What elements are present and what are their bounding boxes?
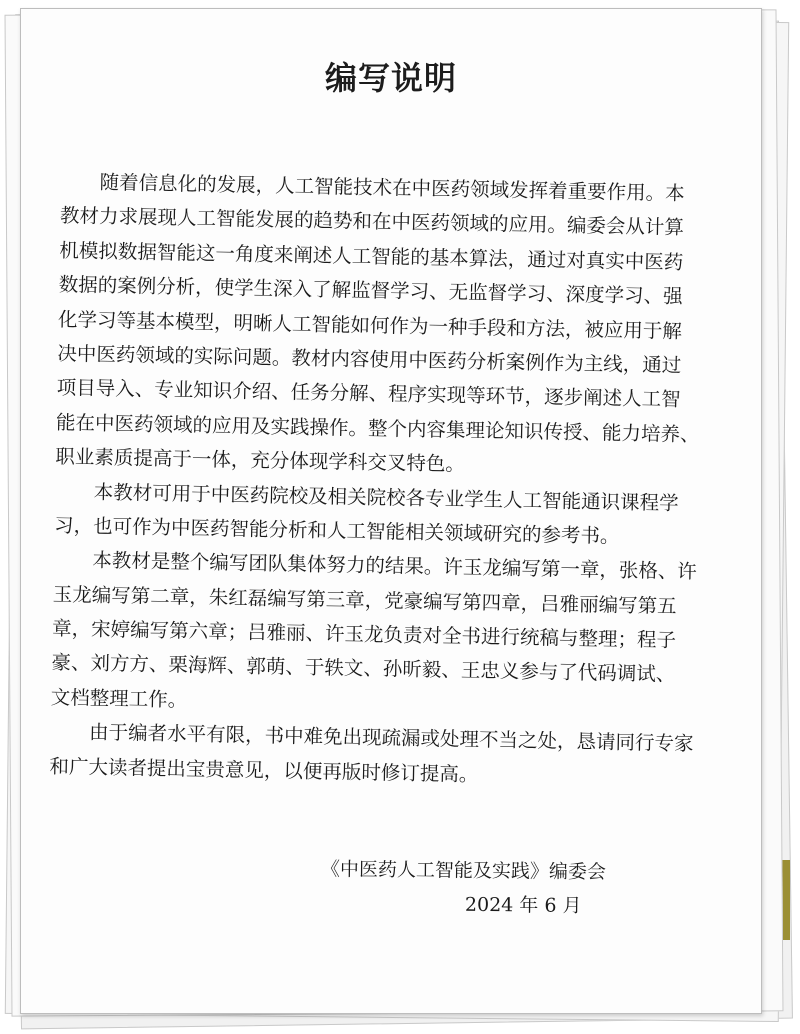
text-line: 本教材可用于中医药院校及相关院校各专业学生人工智能通识课程学 — [54, 479, 679, 515]
text-line: 能在中医药领域的应用及实践操作。整个内容集理论知识传授、能力培养、 — [55, 410, 700, 447]
text-line: 决中医药领域的实际问题。教材内容使用中医药分析案例作为主线，通过 — [57, 341, 682, 377]
text-line: 教材力求展现人工智能发展的趋势和在中医药领域的应用。编委会从计算 — [59, 204, 685, 240]
text-line: 随着信息化的发展，人工智能技术在中医药领域发挥着重要作用。本 — [60, 169, 685, 205]
text-line: 本教材是整个编写团队集体努力的结果。许玉龙编写第一章，张格、许 — [53, 548, 698, 584]
text-line: 由于编者水平有限，书中难免出现疏漏或处理不当之处，恳请同行专家 — [49, 720, 694, 756]
paragraph-3 — [50, 543, 753, 728]
text-line: 化学习等基本模型，明晰人工智能如何作为一种手段和方法，被应用于解 — [57, 307, 683, 343]
text-line: 项目导入、专业知识介绍、任务分解、程序实现等环节，逐步阐述人工智 — [56, 376, 681, 412]
text-line: 习，也可作为中医药智能分析和人工智能相关领域研究的参考书。 — [53, 513, 620, 548]
text-line: 数据的案例分析，使学生深入了解监督学习、无监督学习、深度学习、强 — [58, 273, 683, 309]
text-line: 和广大读者提出宝贵意见，以便再版时修订提高。 — [49, 754, 479, 786]
signature-committee: 《中医药人工智能及实践》编委会 — [320, 858, 607, 884]
text-line: 豪、刘方方、栗海辉、郭萌、于轶文、孙昕毅、王忠义参与了代码调试、 — [51, 651, 676, 687]
body-text — [49, 165, 761, 797]
text-line: 机模拟数据智能这一角度来阐述人工智能的基本算法，通过对真实中医药 — [59, 238, 684, 274]
paragraph-1 — [55, 165, 761, 488]
text-line: 章，宋婷编写第六章；吕雅丽、许玉龙负责对全书进行统稿与整理；程子 — [51, 616, 677, 652]
text-line: 文档整理工作。 — [50, 685, 188, 712]
document-page — [20, 8, 762, 1014]
signature-date: 2024 年 6 月 — [464, 893, 582, 917]
page-title: 编写说明 — [324, 59, 457, 97]
text-line: 玉龙编写第二章，朱红磊编写第三章，党豪编写第四章，吕雅丽编写第五 — [52, 582, 677, 618]
text-line: 职业素质提高于一体，充分体现学科交叉特色。 — [55, 445, 466, 476]
paragraph-4 — [49, 715, 750, 797]
